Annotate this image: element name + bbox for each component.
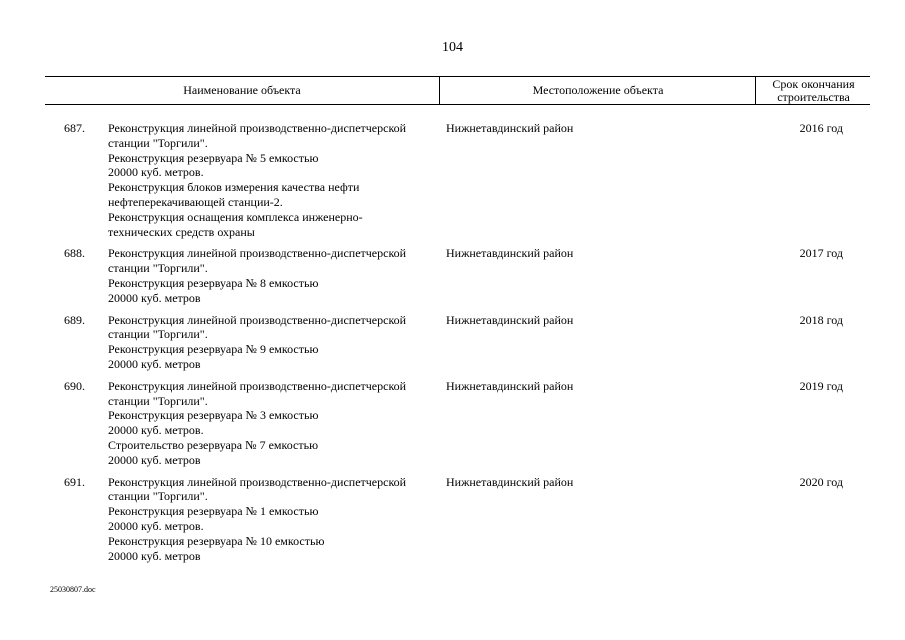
description-line: 20000 куб. метров: [108, 452, 201, 467]
row-number: 688.: [64, 246, 85, 261]
description-line: станции "Торгили".: [108, 327, 208, 342]
description-line: Реконструкция резервуара № 3 емкостью: [108, 408, 319, 423]
description-line: технических средств охраны: [108, 224, 255, 239]
description-line: Реконструкция оснащения комплекса инженерно-: [108, 209, 363, 224]
description-line: 20000 куб. метров: [108, 290, 201, 305]
row-completion-term: 2020 год: [799, 474, 843, 489]
header-term-line1: Срок окончания: [772, 76, 855, 91]
table-row: [0, 313, 905, 372]
row-location: Нижнетавдинский район: [446, 378, 574, 393]
description-line: Реконструкция линейной производственно-диспетчерской: [108, 121, 407, 135]
row-number: 690.: [64, 378, 85, 393]
description-line: Реконструкция резервуара № 10 емкостью: [108, 533, 325, 548]
table-row: [0, 121, 905, 239]
description-line: Реконструкция линейной производственно-диспетчерской: [108, 474, 407, 489]
description-line: 20000 куб. метров: [108, 356, 201, 371]
header-term-line2: строительства: [777, 89, 850, 104]
description-line: 20000 куб. метров.: [108, 518, 204, 533]
header-object-name: Наименование объекта: [183, 83, 301, 97]
footer-filename: 25030807.doc: [50, 585, 96, 594]
row-location: Нижнетавдинский район: [446, 246, 574, 261]
description-line: станции "Торгили".: [108, 489, 208, 504]
row-number: 689.: [64, 312, 85, 327]
table-body: [0, 121, 905, 570]
table-row: [0, 379, 905, 468]
table-header: [45, 76, 870, 105]
header-object-location: Местоположение объекта: [439, 77, 756, 104]
description-line: Реконструкция резервуара № 9 емкостью: [108, 342, 319, 357]
description-line: 20000 куб. метров: [108, 548, 201, 563]
row-location: Нижнетавдинский район: [446, 312, 574, 327]
description-line: 20000 куб. метров.: [108, 423, 204, 438]
description-line: Реконструкция резервуара № 5 емкостью: [108, 150, 319, 165]
row-description: [108, 475, 444, 564]
description-line: станции "Торгили".: [108, 393, 208, 408]
description-line: станции "Торгили".: [108, 261, 208, 276]
page-number: 104: [442, 40, 463, 55]
row-number: 687.: [64, 121, 85, 135]
row-completion-term: 2016 год: [799, 121, 843, 135]
row-location: Нижнетавдинский район: [446, 121, 574, 135]
row-description: [108, 246, 444, 305]
row-completion-term: 2019 год: [799, 378, 843, 393]
header-completion-term: [755, 77, 871, 104]
row-completion-term: 2018 год: [799, 312, 843, 327]
description-line: Реконструкция линейной производственно-диспетчерской: [108, 246, 407, 261]
table-row: [0, 246, 905, 305]
row-number: 691.: [64, 474, 85, 489]
description-line: Строительство резервуара № 7 емкостью: [108, 437, 319, 452]
description-line: Реконструкция линейной производственно-диспетчерской: [108, 312, 407, 327]
description-line: нефтеперекачивающей станции-2.: [108, 194, 283, 209]
description-line: Реконструкция линейной производственно-диспетчерской: [108, 378, 407, 393]
row-completion-term: 2017 год: [799, 246, 843, 261]
description-line: Реконструкция резервуара № 1 емкостью: [108, 504, 319, 519]
description-line: 20000 куб. метров.: [108, 165, 204, 180]
row-description: [108, 379, 444, 468]
row-description: [108, 313, 444, 372]
description-line: станции "Торгили".: [108, 135, 208, 150]
table-row: [0, 475, 905, 564]
row-location: Нижнетавдинский район: [446, 474, 574, 489]
description-line: Реконструкция блоков измерения качества нефти: [108, 180, 360, 195]
row-description: [108, 121, 444, 239]
description-line: Реконструкция резервуара № 8 емкостью: [108, 275, 319, 290]
